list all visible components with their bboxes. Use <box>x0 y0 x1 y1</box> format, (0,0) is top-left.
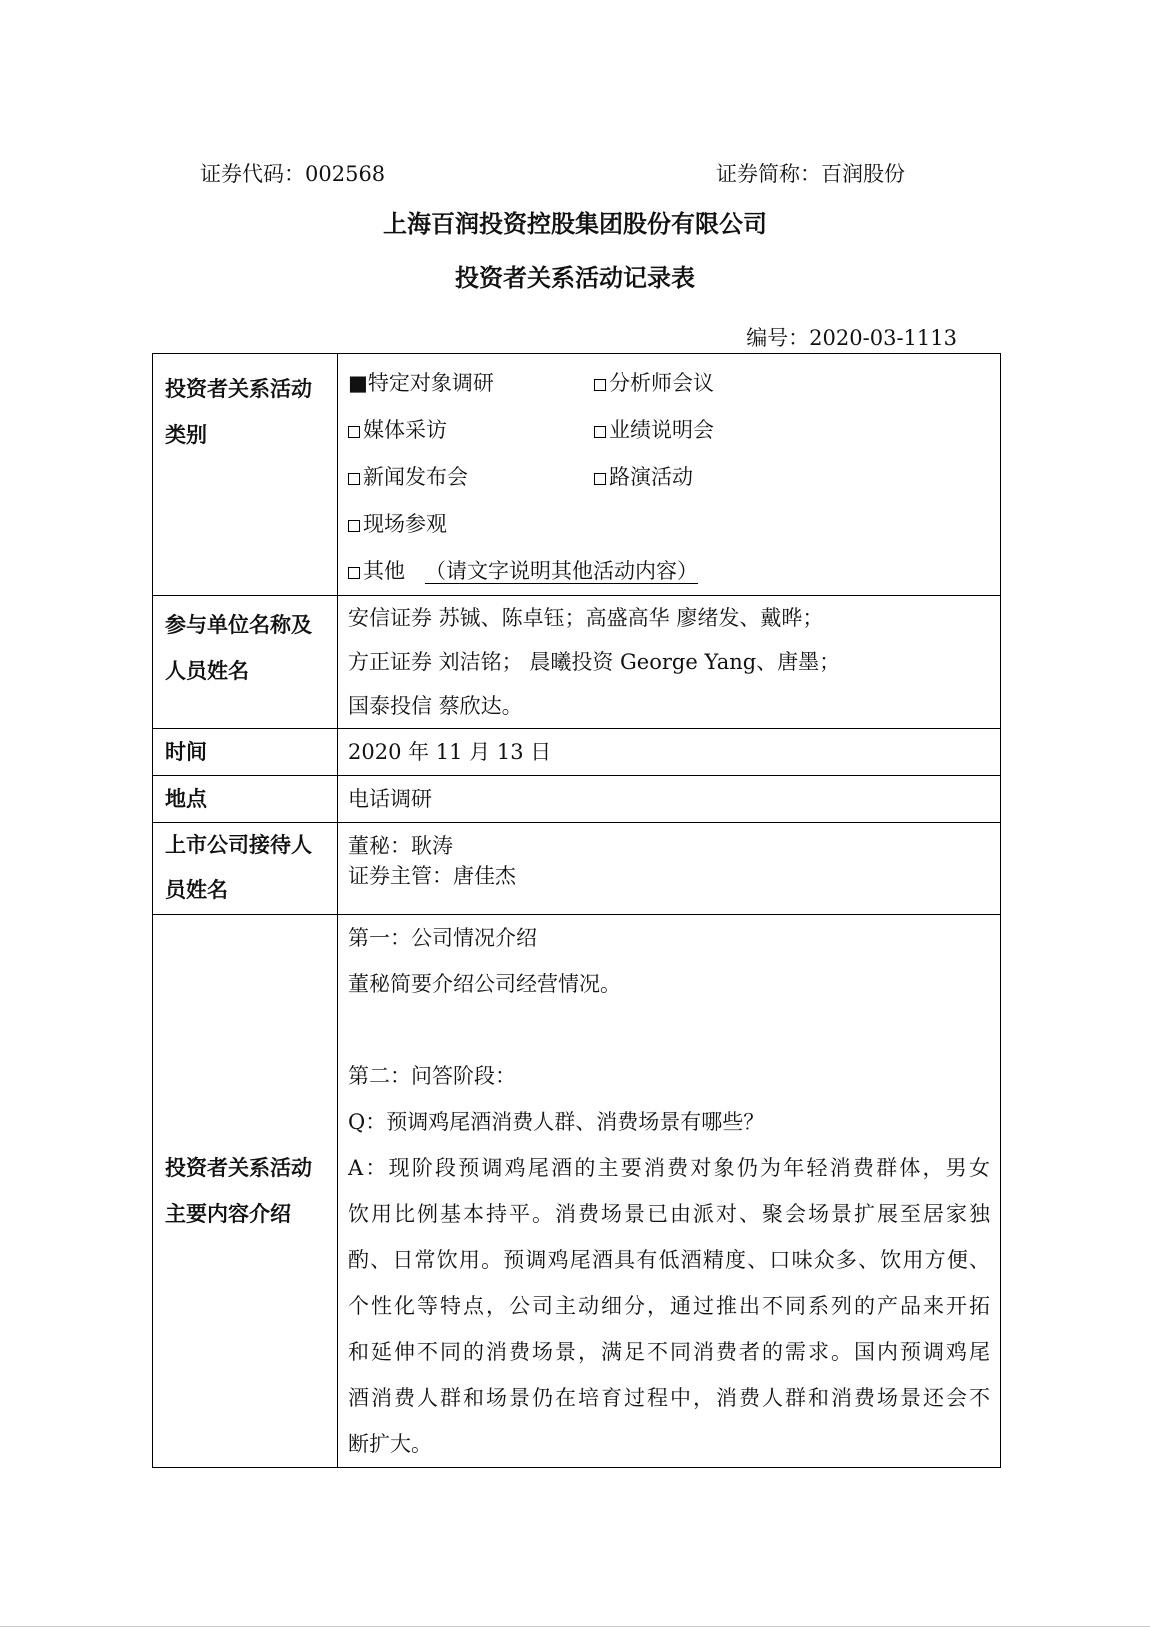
reception-line: 董秘：耿涛 <box>348 834 453 858</box>
checkbox-empty-icon <box>348 520 360 532</box>
row-participants <box>153 596 1001 729</box>
option-press-conference: 新闻发布会 <box>348 454 594 501</box>
category-label <box>153 354 338 596</box>
participants-label <box>153 596 338 729</box>
option-site-visit: 现场参观 <box>348 501 594 548</box>
checkbox-empty-icon <box>594 379 606 391</box>
participants-line: 方正证券 刘洁铭； 晨曦投资 George Yang、唐墨； <box>348 650 841 674</box>
answer-line: 酒消费人群和场景仍在培育过程中，消费人群和消费场景还会不 <box>348 1386 990 1410</box>
participants-line: 安信证券 苏铖、陈卓钰；高盛高华 廖绪发、戴晔； <box>348 606 824 630</box>
category-label-line2: 类别 <box>165 423 207 447</box>
time-value: 2020 年 11 月 13 日 <box>338 729 1001 776</box>
option-media-interview: 媒体采访 <box>348 407 594 454</box>
reception-value <box>338 823 1001 915</box>
reception-line: 证券主管：唐佳杰 <box>348 864 516 888</box>
section1-title: 第一：公司情况介绍 <box>348 926 537 950</box>
participants-value <box>338 596 1001 729</box>
option-earnings-briefing: 业绩说明会 <box>594 407 914 454</box>
page-edge-line <box>0 1626 1150 1627</box>
checkbox-empty-icon <box>594 426 606 438</box>
content-label-line1: 投资者关系活动 <box>165 1156 312 1180</box>
participants-label-line1: 参与单位名称及 <box>165 613 312 637</box>
other-hint: （请文字说明其他活动内容） <box>425 559 699 583</box>
record-table <box>152 353 1001 1468</box>
content-value <box>338 915 1001 1468</box>
participants-label-line2: 人员姓名 <box>165 659 249 683</box>
form-title: 投资者关系活动记录表 <box>455 264 695 292</box>
serial-number: 编号：2020-03-1113 <box>746 326 957 350</box>
answer-last-line: 断扩大。 <box>348 1432 432 1456</box>
question: Q：预调鸡尾酒消费人群、消费场景有哪些？ <box>348 1110 765 1134</box>
participants-line: 国泰投信 蔡欣达。 <box>348 694 523 718</box>
option-specific-research: ■特定对象调研 <box>348 371 494 395</box>
checkbox-empty-icon <box>348 567 360 579</box>
checkbox-empty-icon <box>348 426 360 438</box>
option-other: 其他 （请文字说明其他活动内容） <box>348 548 990 595</box>
option-analyst-meeting: 分析师会议 <box>594 360 914 407</box>
filled-square-icon: ■ <box>348 371 368 395</box>
answer-line: 饮用比例基本持平。消费场景已由派对、聚会场景扩展至居家独 <box>348 1202 990 1226</box>
reception-label <box>153 823 338 915</box>
row-reception <box>153 823 1001 915</box>
reception-label-line1: 上市公司接待人 <box>165 833 312 857</box>
row-content <box>153 915 1001 1468</box>
row-category <box>153 354 1001 596</box>
answer-line: A：现阶段预调鸡尾酒的主要消费对象仍为年轻消费群体，男女 <box>348 1156 990 1180</box>
answer-line: 酌、日常饮用。预调鸡尾酒具有低酒精度、口味众多、饮用方便、 <box>348 1248 990 1272</box>
category-options <box>338 354 1001 596</box>
place-label: 地点 <box>153 776 338 823</box>
place-value: 电话调研 <box>338 776 1001 823</box>
answer-line: 个性化等特点，公司主动细分，通过推出不同系列的产品来开拓 <box>348 1294 990 1318</box>
row-time <box>153 729 1001 776</box>
reception-label-line2: 员姓名 <box>165 878 228 902</box>
row-place <box>153 776 1001 823</box>
section2-title: 第二：问答阶段： <box>348 1064 516 1088</box>
section1-body: 董秘简要介绍公司经营情况。 <box>348 972 621 996</box>
content-label <box>153 915 338 1468</box>
blank-line <box>348 1007 990 1053</box>
content-label-line2: 主要内容介绍 <box>165 1202 291 1226</box>
category-label-line1: 投资者关系活动 <box>165 377 312 401</box>
security-short-name: 证券简称：百润股份 <box>716 162 905 186</box>
option-roadshow: 路演活动 <box>594 454 914 501</box>
checkbox-empty-icon <box>594 473 606 485</box>
security-code: 证券代码：002568 <box>200 162 386 186</box>
answer-line: 和延伸不同的消费场景，满足不同消费者的需求。国内预调鸡尾 <box>348 1340 990 1364</box>
company-title: 上海百润投资控股集团股份有限公司 <box>383 210 767 238</box>
time-label: 时间 <box>153 729 338 776</box>
checkbox-empty-icon <box>348 473 360 485</box>
